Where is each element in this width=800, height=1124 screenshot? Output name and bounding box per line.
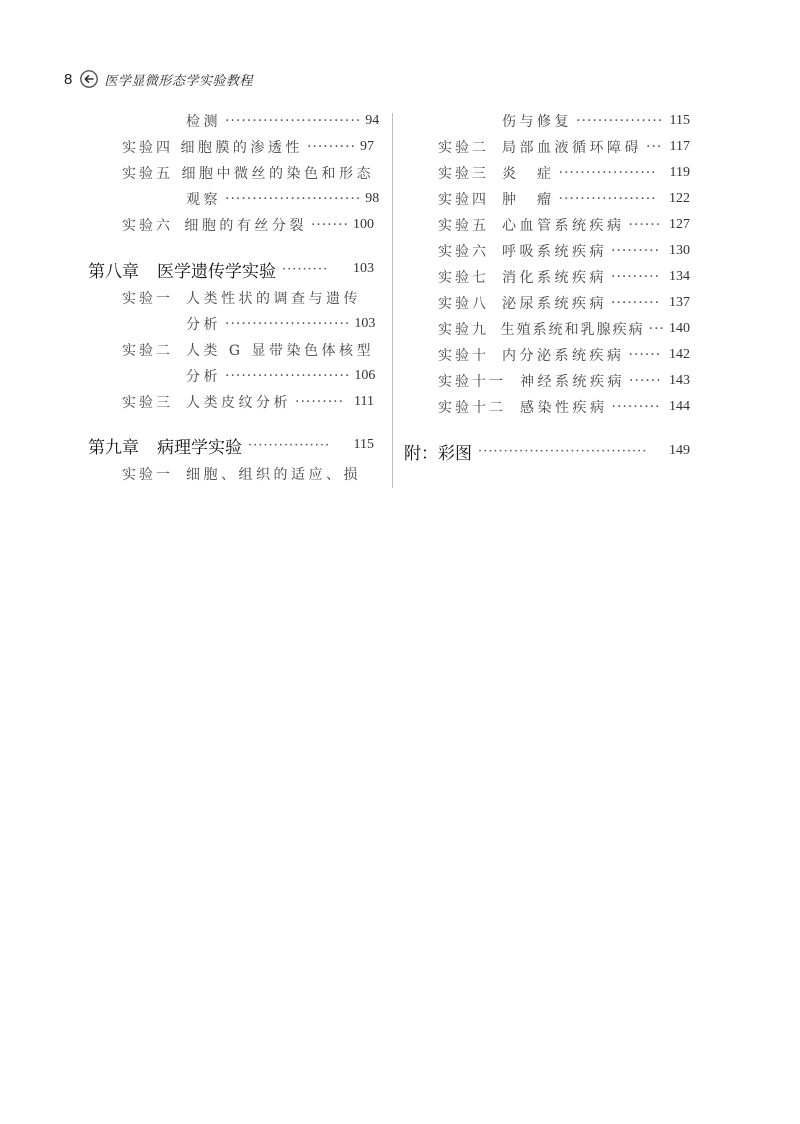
toc-entry-page: 119 (669, 165, 690, 180)
toc-entry-page: 127 (669, 217, 690, 232)
toc-entry-title: 人类性状的调查与遗传 (186, 291, 361, 307)
toc-leader-dots: ········· (611, 269, 661, 285)
toc-entry-page: 106 (354, 368, 376, 383)
toc-entry-page: 98 (365, 191, 380, 206)
toc-entry (438, 162, 690, 184)
toc-entry-page: 103 (353, 261, 374, 276)
toc-leader-dots: ······ (628, 347, 662, 363)
toc-leader-dots: ······················· (225, 316, 351, 332)
chapter-title: 医学遗传学实验 (157, 261, 276, 282)
toc-entry-title: 分析 (186, 317, 221, 333)
toc-entry-label: 实验一 (122, 291, 173, 307)
toc-entry-label: 实验六 (122, 218, 173, 234)
toc-entry-label: 实验六 (438, 244, 489, 260)
arrow-left-circle-icon (80, 70, 98, 88)
toc-entry-title: 呼吸系统疾病 (502, 244, 607, 260)
toc-chapter-heading (88, 432, 374, 458)
toc-entry-title: 人类皮纹分析 (186, 395, 291, 411)
toc-entry-label: 实验三 (122, 395, 173, 411)
toc-entry-title: 神经系统疾病 (520, 374, 625, 390)
toc-leader-dots: ······ (629, 373, 662, 389)
toc-leader-dots: ········· (611, 399, 661, 415)
toc-entry (186, 110, 380, 132)
toc-entry-label: 实验十 (438, 348, 489, 364)
toc-leader-dots: ······················· (225, 368, 351, 384)
toc-entry (502, 110, 690, 132)
toc-entry-title: 泌尿系统疾病 (502, 296, 607, 312)
toc-entry (438, 370, 690, 392)
toc-entry-page: 149 (669, 443, 690, 458)
toc-entry-page: 140 (669, 321, 690, 336)
toc-entry (186, 365, 374, 387)
toc-entry-label: 实验三 (438, 166, 489, 182)
toc-entry-title: 细胞中微丝的染色和形态 (181, 166, 374, 182)
toc-entry-label: 实验七 (438, 270, 489, 286)
toc-leader-dots: ································· (478, 443, 648, 459)
toc-entry (122, 287, 374, 309)
toc-leader-dots: ················ (576, 113, 664, 129)
toc-entry-label: 实验一 (122, 467, 173, 483)
toc-entry (186, 313, 374, 335)
toc-entry-page: 134 (669, 269, 690, 284)
toc-leader-dots: ·················· (558, 191, 657, 207)
toc-entry-label: 实验五 (122, 166, 173, 182)
toc-chapter-heading (88, 256, 374, 282)
toc-entry (438, 136, 690, 158)
toc-entry-label: 实验五 (438, 218, 489, 234)
toc-entry-title: 心血管系统疾病 (502, 218, 625, 234)
toc-entry-title: 炎 症 (502, 166, 555, 182)
toc-leader-dots: ········· (611, 243, 661, 259)
toc-entry-page: 117 (669, 139, 690, 154)
toc-entry-label: 实验四 (438, 192, 489, 208)
toc-entry (438, 396, 690, 418)
toc-entry-page: 115 (353, 437, 374, 452)
toc-entry (438, 266, 690, 288)
toc-leader-dots: ·················· (558, 165, 657, 181)
toc-entry-title: 感染性疾病 (520, 400, 608, 416)
toc-entry (438, 292, 690, 314)
toc-entry-label: 实验四 (122, 140, 173, 156)
toc-entry-title: 伤与修复 (502, 114, 572, 130)
toc-entry (438, 318, 690, 340)
toc-leader-dots: ··· (646, 139, 663, 155)
toc-entry-title: 细胞膜的渗透性 (180, 140, 303, 156)
toc-leader-dots: ········· (295, 394, 345, 410)
toc-entry-page: 122 (669, 191, 690, 206)
book-title: 医学显微形态学实验教程 (104, 73, 253, 89)
toc-entry-title: 肿 瘤 (502, 192, 555, 208)
toc-entry (122, 214, 374, 236)
toc-entry (438, 214, 690, 236)
toc-entry (186, 188, 380, 210)
page-number: 8 (64, 70, 73, 88)
toc-entry-title: 分析 (186, 369, 221, 385)
column-divider (392, 113, 393, 488)
toc-entry-page: 100 (353, 217, 374, 232)
toc-entry-label: 实验十一 (438, 374, 506, 390)
toc-entry-title: 内分泌系统疾病 (502, 348, 625, 364)
toc-entry (438, 344, 690, 366)
toc-entry-title: 观察 (186, 192, 221, 208)
toc-leader-dots: ················ (248, 437, 331, 453)
toc-entry (122, 162, 374, 184)
toc-entry-title: 细胞、组织的适应、损 (186, 467, 361, 483)
toc-entry (438, 188, 690, 210)
chapter-label: 第九章 (88, 437, 139, 458)
toc-entry-page: 142 (669, 347, 690, 362)
toc-entry (438, 240, 690, 262)
toc-entry (122, 463, 374, 485)
toc-entry-label: 实验十二 (438, 400, 506, 416)
toc-entry-page: 115 (669, 113, 690, 128)
toc-entry-page: 144 (669, 399, 690, 414)
toc-leader-dots: ········· (306, 139, 356, 155)
page-header (64, 68, 253, 90)
toc-leader-dots: ········· (611, 295, 661, 311)
toc-entry (122, 339, 374, 361)
toc-entry-label: 实验二 (122, 343, 173, 359)
toc-entry-page: 143 (669, 373, 690, 388)
toc-leader-dots: ··· (648, 321, 665, 337)
toc-entry-page: 103 (354, 316, 376, 331)
toc-entry-label: 实验二 (438, 140, 489, 156)
toc-entry-title: 人类 G 显带染色体核型 (185, 343, 374, 359)
toc-appendix-heading (404, 438, 690, 464)
toc-entry (122, 391, 374, 413)
toc-entry-page: 97 (360, 139, 374, 154)
toc-entry-page: 137 (669, 295, 690, 310)
toc-entry (122, 136, 374, 158)
toc-entry-page: 111 (354, 394, 374, 409)
toc-leader-dots: ········· (282, 261, 329, 277)
chapter-title: 病理学实验 (157, 437, 242, 458)
toc-entry-title: 细胞的有丝分裂 (184, 218, 307, 234)
toc-entry-label: 实验八 (438, 296, 489, 312)
appendix-title: 附：彩图 (404, 443, 472, 464)
toc-leader-dots: ······ (628, 217, 662, 233)
chapter-label: 第八章 (88, 261, 139, 282)
toc-entry-title: 局部血液循环障碍 (502, 140, 642, 156)
toc-entry-title: 生殖系统和乳腺疾病 (500, 322, 645, 338)
toc-entry-page: 94 (365, 113, 380, 128)
toc-entry-page: 130 (669, 243, 690, 258)
toc-entry-title: 消化系统疾病 (502, 270, 607, 286)
toc-leader-dots: ························· (225, 113, 362, 129)
toc-leader-dots: ························· (225, 191, 362, 207)
toc-entry-title: 检测 (186, 114, 221, 130)
toc-leader-dots: ······· (310, 217, 349, 233)
toc-entry-label: 实验九 (438, 322, 489, 338)
